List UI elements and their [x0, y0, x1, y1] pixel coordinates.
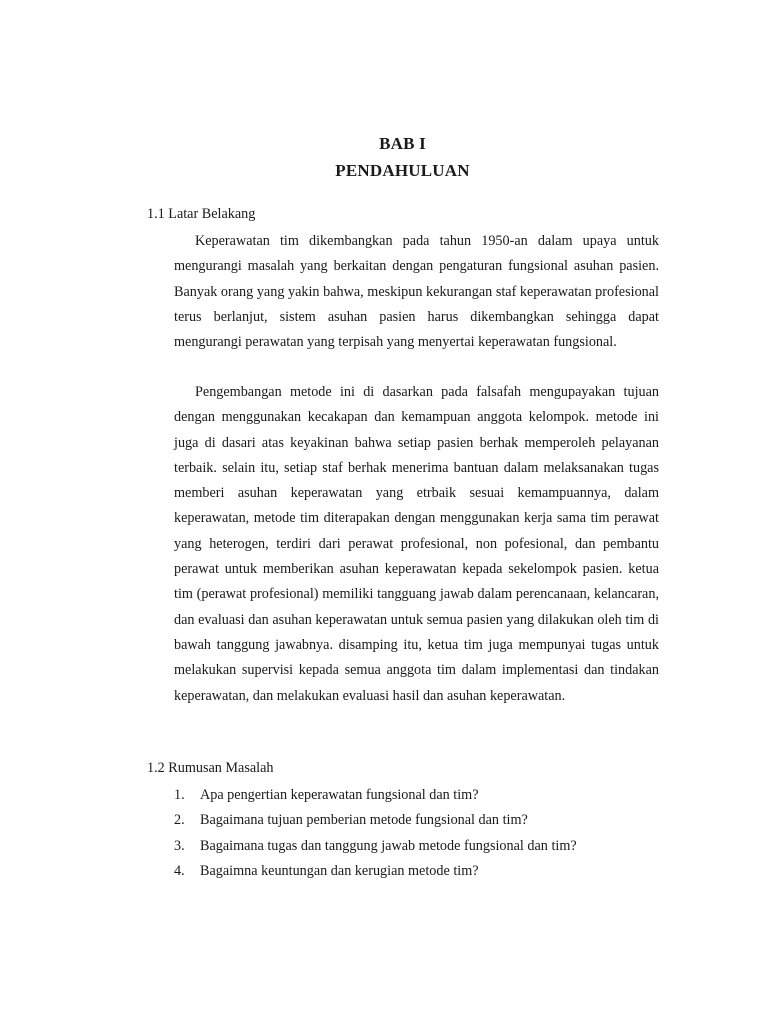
question-list — [174, 783, 577, 884]
paragraph: Keperawatan tim dikembangkan pada tahun 1950-an dalam upaya untuk mengurangi masalah yang berkaitan dengan pengaturan fungsional asuhan pasien. Banyak orang yang yakin bahwa, meskipun kekurangan staf keperawatan profesional terus berlanjut, sistem asuhan pasien harus dikembangkan sehingga dapat mengurangi perawatan yang terpisah yang menyertai keperawatan fungsional. — [174, 233, 659, 351]
section-heading-rumusan-masalah: 1.2 Rumusan Masalah — [147, 760, 274, 776]
chapter-title: PENDAHULUAN — [335, 161, 470, 180]
list-item — [174, 783, 577, 808]
list-item-text: Bagaimana tujuan pemberian metode fungsional dan tim? — [200, 812, 528, 829]
list-item-text: Bagaimana tugas dan tanggung jawab metode fungsional dan tim? — [200, 837, 577, 854]
list-item-number: 3. — [174, 837, 185, 854]
section-heading-latar-belakang: 1.1 Latar Belakang — [147, 206, 256, 222]
list-item-text: Apa pengertian keperawatan fungsional dan tim? — [200, 787, 479, 803]
paragraph: Pengembangan metode ini di dasarkan pada falsafah mengupayakan tujuan dengan menggunakan kecakapan dan kemampuan anggota kelompok. metode ini juga di dasari atas keyakinan bahwa setiap pasien berhak memperoleh pelayanan terbaik. selain itu, setiap staf berhak menerima bantuan dalam melaksanakan tugas memberi asuhan keperawatan yang etrbaik sesuai kemampuannya, dalam keperawatan, metode tim diterapakan dengan menggunakan kerja sama tim perawat yang heterogen, terdiri dari perawat profesional, non pofesional, dan pembantu perawat untuk memberikan asuhan keperawatan kepada sekelompok pasien. ketua tim (perawat profesional) memiliki tangguang jawab dalam perencanaan, kelancaran, dan evaluasi dan asuhan keperawatan untuk semua pasien yang dilakukan oleh tim di bawah tanggung jawabnya. disamping itu, ketua tim juga mempunyai tugas untuk melakukan supervisi kepada semua anggota tim dalam implementasi dan tindakan keperawatan, dan melakukan evaluasi hasil dan asuhan keperawatan. — [174, 384, 659, 704]
list-item-text: Bagaimna keuntungan dan kerugian metode tim? — [200, 862, 479, 879]
chapter-number: BAB I — [379, 134, 426, 153]
list-item-number: 2. — [174, 812, 185, 829]
list-item — [174, 808, 577, 833]
list-item-number: 1. — [174, 787, 185, 803]
list-item-number: 4. — [174, 862, 185, 879]
list-item — [174, 859, 577, 884]
list-item — [174, 834, 577, 859]
